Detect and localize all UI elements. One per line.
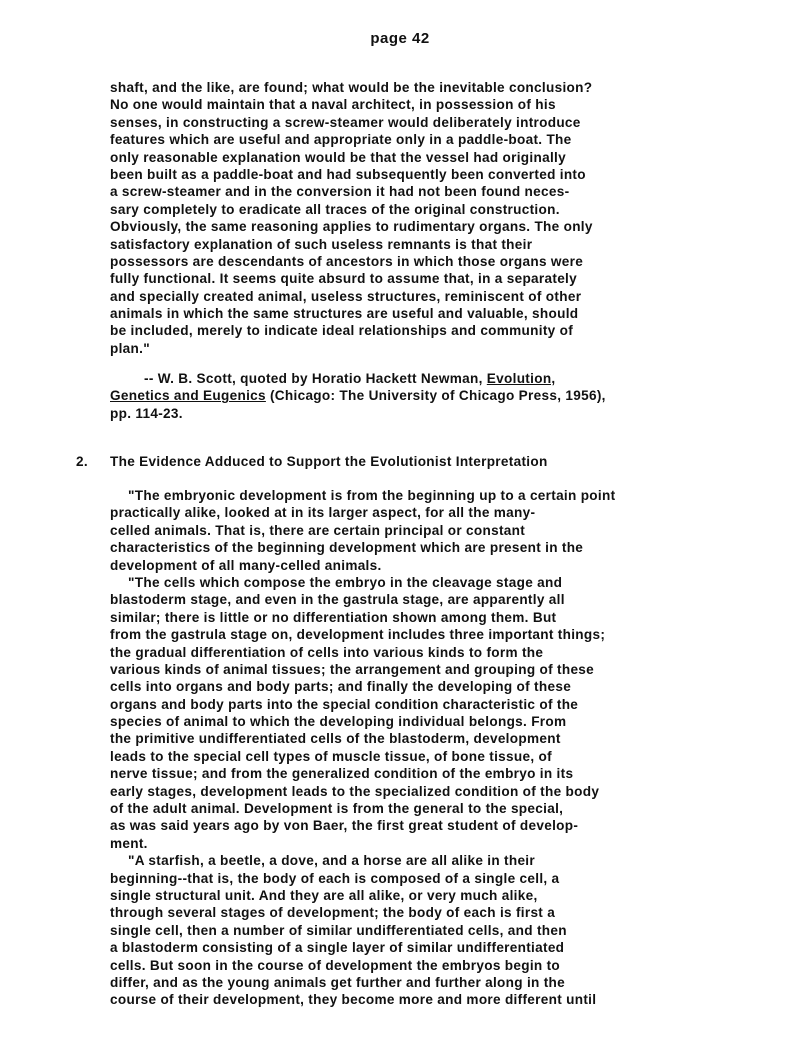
citation [110,370,750,422]
citation-prefix: -- W. B. Scott, quoted by Horatio Hackett Newman, [144,371,487,386]
text-line: "The embryonic development is from the beginning up to a certain point [128,488,616,503]
text-line: senses, in constructing a screw-steamer would deliberately introduce [110,114,581,130]
text-line: ment. [110,835,148,851]
text-line: single cell, then a number of similar undifferentiated cells, and then [110,922,567,938]
section-title: The Evidence Adduced to Support the Evolutionist Interpretation [110,454,548,469]
text-line: as was said years ago by von Baer, the first great student of develop- [110,818,579,834]
text-line: leads to the special cell types of muscle tissue, of bone tissue, of [110,748,552,764]
text-line: through several stages of development; the body of each is first a [110,905,556,921]
text-line: organs and body parts into the special condition characteristic of the [110,696,579,712]
section-number: 2. [76,454,88,469]
text-line: "A starfish, a beetle, a dove, and a horse are all alike in their [128,853,535,869]
quoted-paragraph-embryology [110,487,750,1009]
text-line: shaft, and the like, are found; what would be the inevitable conclusion? [110,80,593,95]
citation-line-2 [110,387,750,404]
text-line: practically alike, looked at in its larger aspect, for all the many- [110,505,536,521]
text-line: be included, merely to indicate ideal relationships and community of [110,323,574,339]
book-title-part-2: Genetics and Eugenics [110,388,266,404]
text-line: possessors are descendants of ancestors in which those organs were [110,253,584,269]
text-line: satisfactory explanation of such useless remnants is that their [110,236,533,252]
text-line: development of all many-celled animals. [110,557,382,573]
text-line: of the adult animal. Development is from the general to the special, [110,801,564,817]
text-line: a screw-steamer and in the conversion it had not been found neces- [110,184,570,200]
text-line: Obviously, the same reasoning applies to rudimentary organs. The only [110,219,593,235]
text-line: fully functional. It seems quite absurd to assume that, in a separately [110,271,577,287]
text-line: course of their development, they become more and more different until [110,992,597,1008]
text-line: and specially created animal, useless structures, reminiscent of other [110,288,582,304]
text-line: similar; there is little or no differentiation shown among them. But [110,609,557,625]
text-line: cells into organs and body parts; and finally the developing of these [110,679,572,695]
text-line: characteristics of the beginning development which are present in the [110,540,584,556]
text-line: various kinds of animal tissues; the arrangement and grouping of these [110,661,595,677]
text-line: celled animals. That is, there are certain principal or constant [110,522,526,538]
text-line: beginning--that is, the body of each is composed of a single cell, a [110,870,560,886]
book-title-part-1: Evolution, [486,371,556,386]
text-line: a blastoderm consisting of a single layer of similar undifferentiated [110,940,565,956]
text-line: nerve tissue; and from the generalized condition of the embryo in its [110,766,574,782]
text-line: early stages, development leads to the specialized condition of the body [110,783,600,799]
text-line: No one would maintain that a naval architect, in possession of his [110,97,556,113]
text-line: blastoderm stage, and even in the gastrula stage, are apparently all [110,592,565,608]
text-line: been built as a paddle-boat and had subsequently been converted into [110,166,586,182]
citation-pages: pp. 114-23. [110,405,183,421]
text-line: animals in which the same structures are useful and valuable, should [110,306,579,322]
quoted-paragraph-scott [110,79,750,357]
text-line: sary completely to eradicate all traces of the original construction. [110,201,560,217]
text-line: differ, and as the young animals get further and further along in the [110,974,565,990]
text-line: the primitive undifferentiated cells of the blastoderm, development [110,731,561,747]
text-line: plan." [110,340,150,356]
citation-line-1 [110,370,750,387]
text-line: single structural unit. And they are all alike, or very much alike, [110,887,538,903]
text-line: features which are useful and appropriate only in a paddle-boat. The [110,132,572,148]
citation-publisher: (Chicago: The University of Chicago Press, 1956), [265,388,606,404]
text-line: cells. But soon in the course of development the embryos begin to [110,957,561,973]
text-line: "The cells which compose the embryo in the cleavage stage and [128,574,563,590]
section-heading [76,453,548,470]
page-number: page 42 [370,30,430,47]
text-line: only reasonable explanation would be that the vessel had originally [110,149,566,165]
text-line: species of animal to which the developing individual belongs. From [110,714,567,730]
text-line: the gradual differentiation of cells into various kinds to form the [110,644,544,660]
text-line: from the gastrula stage on, development includes three important things; [110,627,606,643]
